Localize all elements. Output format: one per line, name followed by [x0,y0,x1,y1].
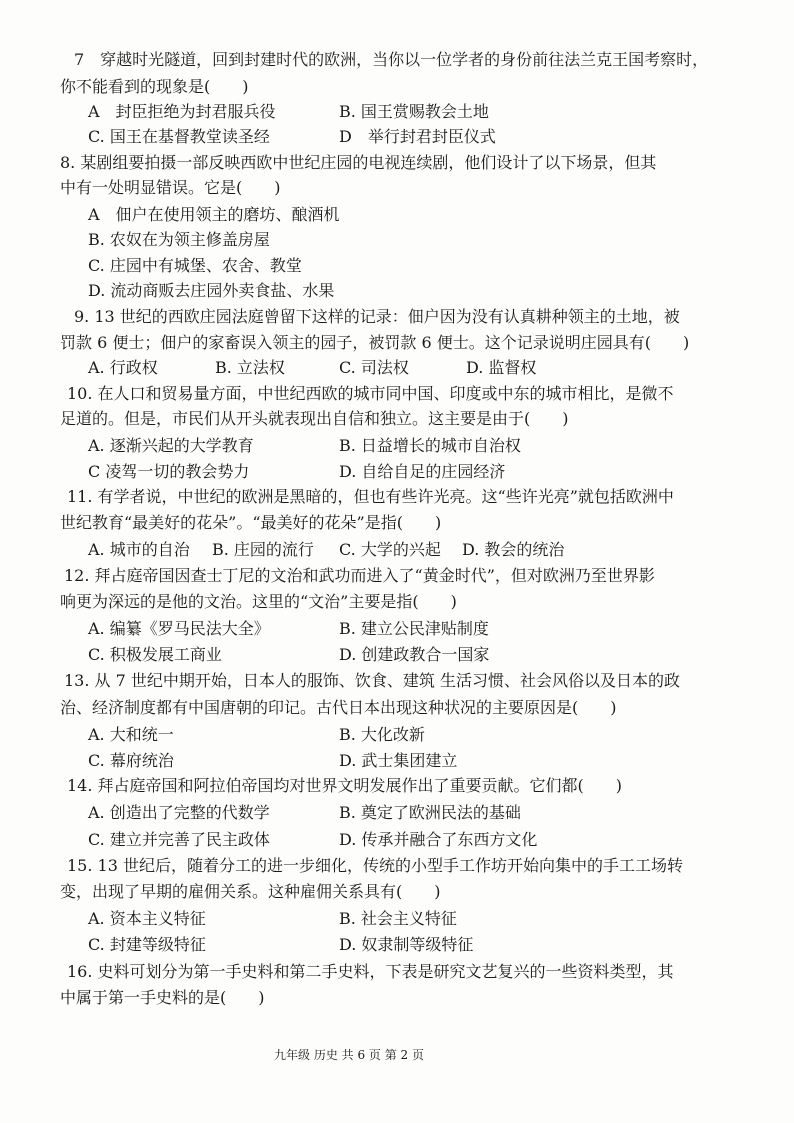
question-10-stem-line-1: 10. 在人口和贸易量方面，中世纪西欧的城市同中国、印度或中东的城市相比，是微不 [67,384,674,403]
question-8-option-b: B. 农奴在为领主修盖房屋 [88,230,270,249]
question-12-stem-line-2: 响更为深远的是他的文治。这里的“文治”主要是指( ) [60,592,457,611]
question-8-option-d: D. 流动商贩去庄园外卖食盐、水果 [88,281,335,300]
question-11-stem-line-1: 11. 有学者说，中世纪的欧洲是黑暗的，但也有些许光亮。这“些许光亮”就包括欧洲中 [67,487,674,506]
question-7-stem-line-2: 你不能看到的现象是( ) [60,77,249,96]
question-8-option-a: A 佃户在使用领主的磨坊、酿酒机 [88,205,340,224]
question-12-option-b: B. 建立公民津贴制度 [339,619,489,638]
question-16-stem-line-1: 16. 史料可划分为第一手史料和第二手史料，下表是研究文艺复兴的一些资料类型，其 [67,962,674,981]
question-9-option-d: D. 监督权 [466,358,537,377]
question-13-stem-line-1: 13. 从 7 世纪中期开始，日本人的服饰、饮食、建筑 生活习惯、社会风俗以及日本的政 [64,671,680,690]
question-11-stem-line-2: 世纪教育“最美好的花朵”。“最美好的花朵”是指( ) [60,513,442,532]
question-11-option-d: D. 教会的统治 [462,540,565,559]
question-10-option-c: C 凌驾一切的教会势力 [88,462,250,481]
question-7-option-d: D 举行封君封臣仪式 [339,127,496,146]
question-12-option-a: A. 编纂《罗马民法大全》 [88,619,270,638]
question-15-stem-line-2: 变，出现了早期的雇佣关系。这种雇佣关系具有( ) [60,882,441,901]
question-10-option-b: B. 日益增长的城市自治权 [339,436,521,455]
question-7-option-a: A 封臣拒绝为封君服兵役 [88,102,276,121]
question-9-stem-line-1: 9. 13 世纪的西欧庄园法庭曾留下这样的记录：佃户因为没有认真耕种领主的土地，被 [74,307,680,326]
question-13-option-d: D. 武士集团建立 [339,751,458,770]
question-8-stem-line-1: 8. 某剧组要拍摄一部反映西欧中世纪庄园的电视连续剧，他们设计了以下场景，但其 [60,153,657,172]
page-footer: 九年级 历史 共 6 页 第 2 页 [274,1048,424,1062]
question-14-option-b: B. 奠定了欧洲民法的基础 [339,803,521,822]
question-13-option-b: B. 大化改新 [339,725,425,744]
question-15-option-c: C. 封建等级特征 [88,935,206,954]
question-7-stem-line-1: 7 穿越时光隧道，回到封建时代的欧洲，当你以一位学者的身份前往法兰克王国考察时， [74,50,709,69]
question-11-option-c: C. 大学的兴起 [339,540,441,559]
question-15-stem-line-1: 15. 13 世纪后，随着分工的进一步细化，传统的小型手工作坊开始向集中的手工工场转 [67,856,683,875]
question-11-option-a: A. 城市的自治 [88,540,190,559]
question-13-option-c: C. 幕府统治 [88,751,174,770]
question-9-option-c: C. 司法权 [339,358,409,377]
question-8-stem-line-2: 中有一处明显错误。它是( ) [60,178,281,197]
question-16-stem-line-2: 中属于第一手史料的是( ) [60,988,265,1007]
question-14-stem-line-1: 14. 拜占庭帝国和阿拉伯帝国均对世界文明发展作出了重要贡献。它们都( ) [67,776,623,795]
question-14-option-c: C. 建立并完善了民主政体 [88,830,270,849]
question-11-option-b: B. 庄园的流行 [212,540,314,559]
question-15-option-d: D. 奴隶制等级特征 [339,935,474,954]
question-10-option-a: A. 逐渐兴起的大学教育 [88,436,254,455]
question-14-option-a: A. 创造出了完整的代数学 [88,803,270,822]
question-15-option-b: B. 社会主义特征 [339,909,457,928]
question-15-option-a: A. 资本主义特征 [88,909,206,928]
question-9-option-b: B. 立法权 [215,358,285,377]
question-10-stem-line-2: 足道的。但是，市民们从开头就表现出自信和独立。这主要是由于( ) [60,409,569,428]
question-12-option-c: C. 积极发展工商业 [88,645,222,664]
question-12-stem-line-1: 12. 拜占庭帝国因查士丁尼的文治和武功而进入了“黄金时代”，但对欧洲乃至世界影 [64,566,655,585]
question-9-option-a: A. 行政权 [88,358,158,377]
question-9-stem-line-2: 罚款 6 便士；佃户的家畜误入领主的园子，被罚款 6 便士。这个记录说明庄园具有( ) [60,333,690,352]
question-8-option-c: C. 庄园中有城堡、农舍、教堂 [88,256,302,275]
question-14-option-d: D. 传承并融合了东西方文化 [339,830,538,849]
question-7-option-c: C. 国王在基督教堂读圣经 [88,127,270,146]
question-7-option-b: B. 国王赏赐教会土地 [339,102,489,121]
question-12-option-d: D. 创建政教合一国家 [339,645,490,664]
question-10-option-d: D. 自给自足的庄园经济 [339,462,506,481]
question-13-option-a: A. 大和统一 [88,725,174,744]
question-13-stem-line-2: 治、经济制度都有中国唐朝的印记。古代日本出现这种状况的主要原因是( ) [60,698,617,717]
